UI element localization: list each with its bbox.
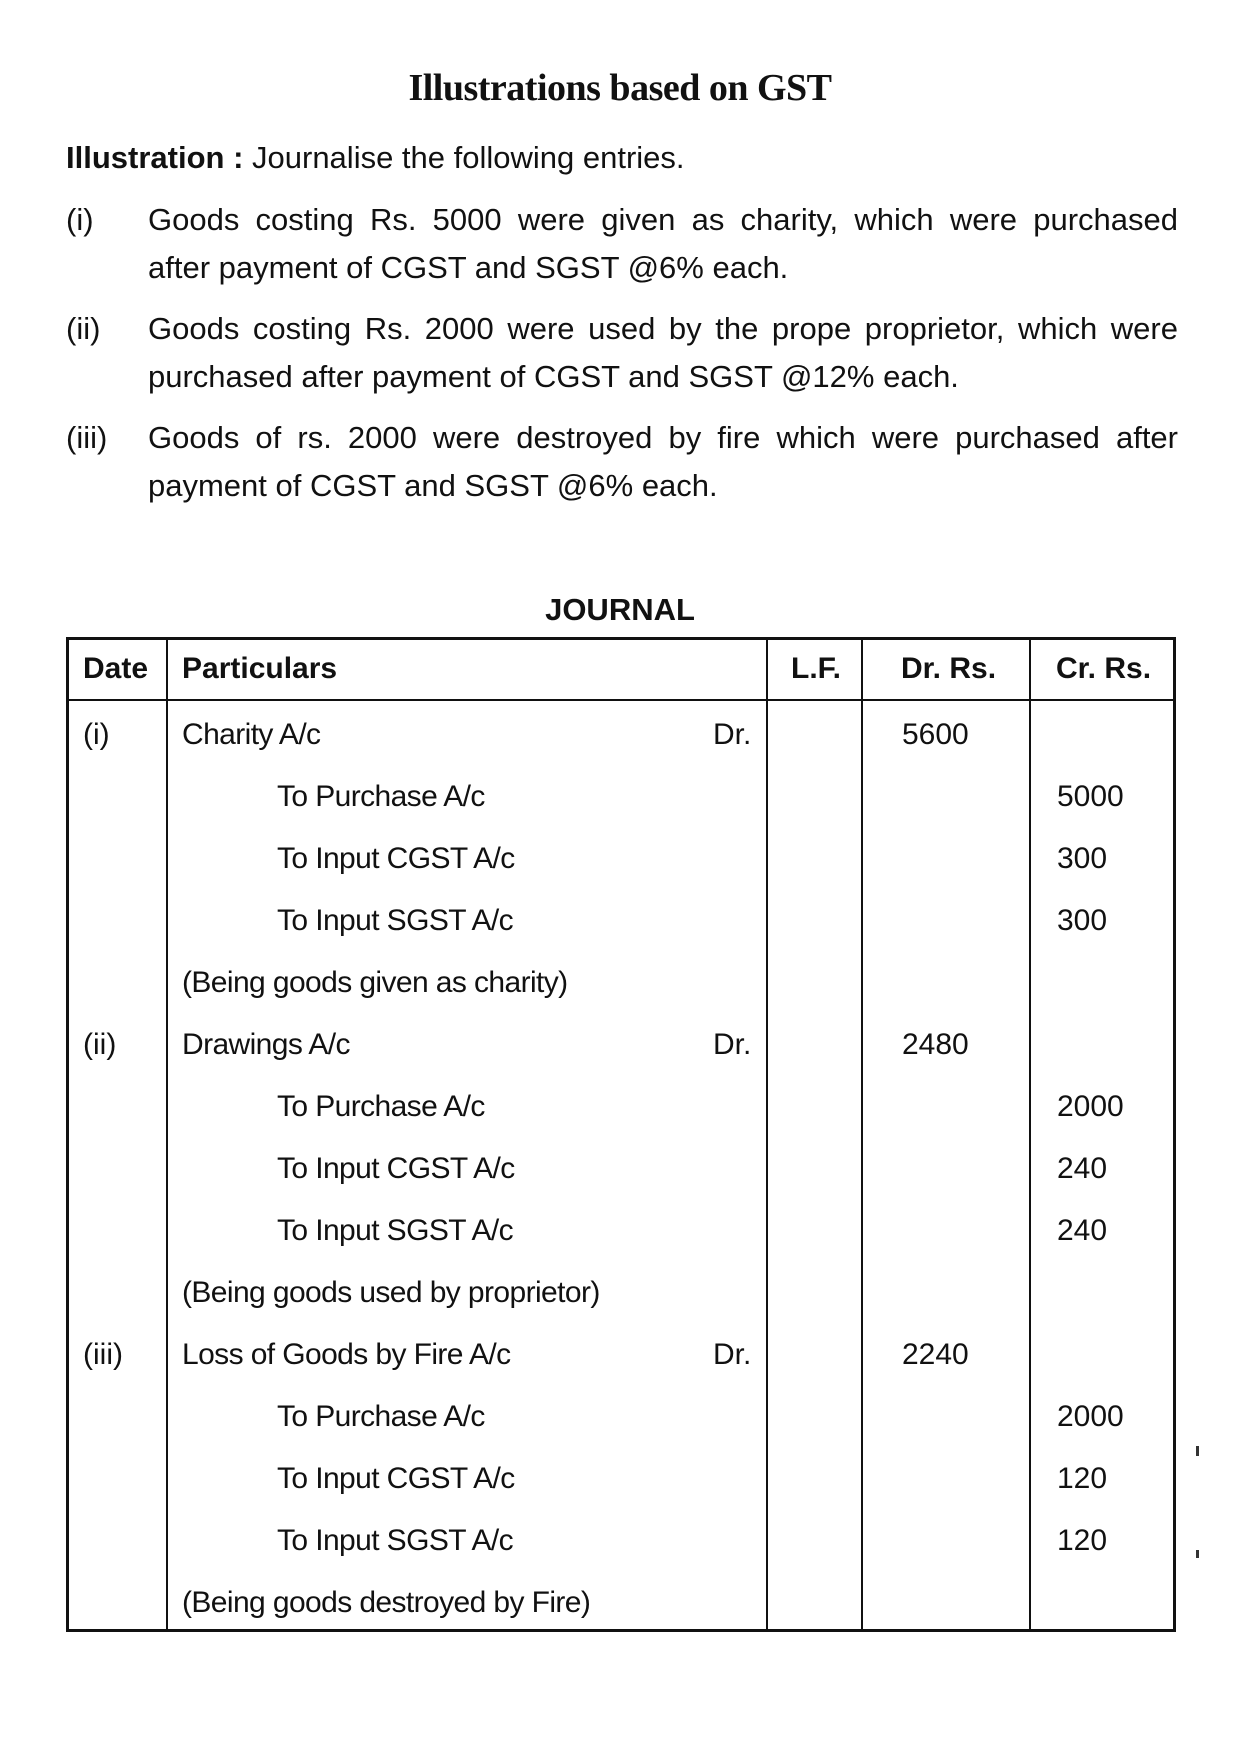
question-number: (iii) [66, 420, 108, 455]
particulars-cell: Drawings A/c [182, 1028, 350, 1061]
particulars-cell: (Being goods destroyed by Fire) [182, 1586, 591, 1619]
scan-mark [1196, 1446, 1199, 1456]
credit-amount: 300 [1057, 842, 1108, 875]
debit-amount: 2240 [902, 1338, 969, 1371]
debit-marker: Dr. [713, 718, 752, 751]
date-cell: (ii) [83, 1028, 117, 1061]
table-row [69, 956, 1173, 1018]
particulars-cell: To Input SGST A/c [277, 1524, 514, 1557]
particulars-cell: To Purchase A/c [277, 1400, 485, 1433]
question-line: Goods costing Rs. 2000 were used by the prope proprietor, which were [148, 311, 1178, 346]
question-line: payment of CGST and SGST @6% each. [148, 468, 718, 503]
particulars-cell: To Input CGST A/c [277, 1152, 515, 1185]
table-row [69, 708, 1173, 770]
table-row [69, 1266, 1173, 1328]
table-row [69, 832, 1173, 894]
particulars-cell: To Input CGST A/c [277, 1462, 515, 1495]
debit-marker: Dr. [713, 1028, 752, 1061]
page-title: Illustrations based on GST [408, 67, 832, 109]
particulars-cell: To Input CGST A/c [277, 842, 515, 875]
question-line: Goods of rs. 2000 were destroyed by fire which were purchased after [148, 420, 1178, 455]
illustration-text: Journalise the following entries. [252, 140, 685, 175]
question-line: purchased after payment of CGST and SGST @12% each. [148, 359, 959, 394]
particulars-cell: Charity A/c [182, 718, 321, 751]
credit-amount: 240 [1057, 1152, 1108, 1185]
table-row [69, 1142, 1173, 1204]
table-row [69, 1328, 1173, 1390]
journal-table [66, 637, 1176, 1632]
question-number: (i) [66, 202, 94, 237]
debit-marker: Dr. [713, 1338, 752, 1371]
table-row [69, 1452, 1173, 1514]
particulars-cell: To Purchase A/c [277, 1090, 485, 1123]
question-text [148, 196, 1178, 292]
table-row [69, 1080, 1173, 1142]
illustration-label: Illustration : [66, 140, 244, 175]
table-row [69, 1018, 1173, 1080]
question-line: after payment of CGST and SGST @6% each. [148, 250, 789, 285]
debit-amount: 2480 [902, 1028, 969, 1061]
header-lf: L.F. [791, 652, 841, 685]
particulars-cell: (Being goods used by proprietor) [182, 1276, 600, 1309]
question-number: (ii) [66, 311, 101, 346]
header-particulars: Particulars [182, 652, 338, 685]
question-line: Goods costing Rs. 5000 were given as charity, which were purchased [148, 202, 1178, 237]
credit-amount: 2000 [1057, 1400, 1124, 1433]
particulars-cell: (Being goods given as charity) [182, 966, 568, 999]
header-cr: Cr. Rs. [1056, 652, 1152, 685]
header-date: Date [83, 652, 149, 685]
particulars-cell: Loss of Goods by Fire A/c [182, 1338, 511, 1371]
table-row [69, 1514, 1173, 1576]
scan-mark [1196, 1550, 1199, 1558]
credit-amount: 120 [1057, 1462, 1108, 1495]
question-text [148, 305, 1178, 401]
credit-amount: 240 [1057, 1214, 1108, 1247]
particulars-cell: To Purchase A/c [277, 780, 485, 813]
illustration-intro [66, 140, 685, 176]
header-divider [69, 699, 1173, 701]
particulars-cell: To Input SGST A/c [277, 904, 514, 937]
table-row [69, 1576, 1173, 1638]
table-row [69, 1204, 1173, 1266]
particulars-cell: To Input SGST A/c [277, 1214, 514, 1247]
header-dr: Dr. Rs. [901, 652, 997, 685]
credit-amount: 2000 [1057, 1090, 1124, 1123]
debit-amount: 5600 [902, 718, 969, 751]
date-cell: (iii) [83, 1338, 123, 1371]
table-row [69, 1390, 1173, 1452]
date-cell: (i) [83, 718, 110, 751]
question-text [148, 414, 1178, 510]
table-row [69, 894, 1173, 956]
credit-amount: 300 [1057, 904, 1108, 937]
table-row [69, 770, 1173, 832]
credit-amount: 5000 [1057, 780, 1124, 813]
journal-title: JOURNAL [545, 592, 695, 627]
credit-amount: 120 [1057, 1524, 1108, 1557]
